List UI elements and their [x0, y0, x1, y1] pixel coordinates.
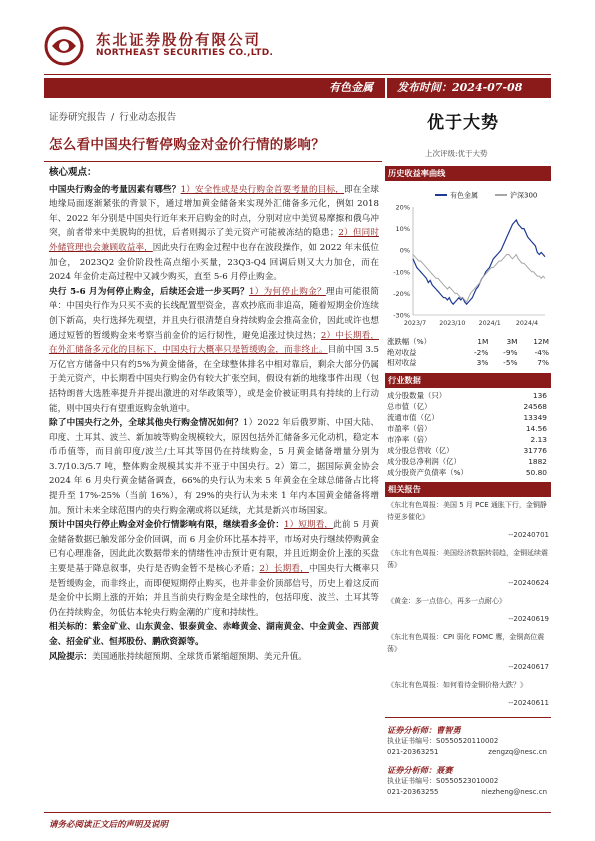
text: 此前 5 月黄金储备数据已触发部分金价回调，而 6 月金价环比基本持平，市场对央行继续停购黄金已有心理准备，因此此次数据带来的情绪性冲击预计更有限，并且近期金价上涨的买盘主要是基于降息叙事，央行是否购金暂不是核心矛盾；: [49, 520, 380, 575]
highlight: 1）短期看，: [284, 520, 334, 531]
analyst: [387, 764, 551, 798]
performance-cell: 相对收益: [387, 358, 417, 367]
analyst-name: 证券分析师：曹智勇: [387, 724, 461, 735]
analyst-cert: [387, 776, 551, 787]
performance-header-cell: 涨跌幅（%）: [387, 337, 431, 346]
related-report-date: --20240617: [508, 662, 549, 671]
related-report-item[interactable]: [387, 547, 549, 589]
industry-data-label: 市盈率（倍）: [387, 423, 432, 433]
analyst-name: 证券分析师：聂赛: [387, 764, 453, 775]
performance-header-cell: 12M: [533, 337, 549, 346]
rating: 优于大势: [427, 113, 499, 133]
related-report-item[interactable]: [387, 499, 549, 541]
breadcrumb-item: 行业动态报告: [119, 112, 177, 123]
industry-data-row: [385, 434, 551, 445]
text: 理由可能很简单：中国央行作为只买不卖的长线配置型资金，喜欢抄底而非追高，随着短期金价连续创下新高，央行选择先观望，并且央行很清楚自身持续购金会推高金价，因此或许也想通过短暂的暂缓购金来考察当前金价的运行韧性，避免追涨过快过热；: [49, 286, 379, 341]
y-tick-label: -30%: [393, 311, 410, 320]
industry-data-header: 行业数据: [385, 373, 551, 388]
y-tick-label: 0%: [399, 246, 410, 255]
industry-data-value: 24568: [523, 401, 547, 411]
industry-data-value: 13349: [523, 412, 547, 422]
core-label: 核心观点：: [49, 167, 97, 178]
performance-header-cell: 3M: [506, 337, 518, 346]
title-divider: [44, 161, 382, 162]
industry-data-row: [385, 445, 551, 456]
related-report-title: 《东北有色周报：如何看待金铜价格大跌？》: [387, 680, 527, 689]
related-stocks-text: 相关标的：紫金矿业、山东黄金、银泰黄金、赤峰黄金、湖南黄金、中金黄金、西部黄金、招金矿业、恒邦股份、鹏欣资源等。: [49, 622, 379, 647]
industry-data-value: 2.13: [530, 434, 547, 444]
analyst: [387, 724, 551, 758]
company-name-en: NORTHEAST SECURITIES CO.,LTD.: [96, 48, 274, 58]
related-report-title: 《东北有色周报：美国经济数据转弱趋，金铜延续震荡》: [387, 548, 548, 569]
performance-chart: [385, 183, 551, 335]
industry-data-label: 成分股资产负债率（%）: [387, 467, 468, 477]
industry-data-row: [385, 390, 551, 401]
related-stocks: [49, 620, 379, 649]
text: 即在全球地缘局面逐渐紧张的背景下，通过增加黄金储备来实现外汇储备多元化，例如 2018 年、2022 年分别是中国央行近年来开启购金的时点，分别对应中美贸易摩擦和俄乌冲突，前者带来中美脱钩的担忧，后者则揭示了美元资产可能被冻结的隐患；: [49, 184, 379, 239]
highlight: 2）长期看，: [259, 564, 309, 575]
industry-data-value: 136: [532, 390, 547, 400]
publish-date: 发布时间：2024-07-08: [387, 78, 551, 98]
paragraph-3: [49, 416, 379, 518]
highlight: 1）为何停止购金？: [249, 286, 326, 297]
sector-band: 有色金属: [44, 78, 385, 98]
chart-header: 历史收益率曲线: [385, 166, 551, 181]
risk-warning: [49, 650, 379, 665]
text: 中国央行大概率只是暂缓购金，而非终止，而即便短期停止购买，也并非金价顶部信号，历史上着这反而是金价中长期上涨的开始；并且当前央行购金是全球性的，包括印度、波兰、土耳其等仍在持续购金，勿低估本轮央行购金潮的广度和持续性。: [49, 564, 379, 618]
analyst-cert-text: 执业证书编号：S0550523010002: [387, 776, 499, 785]
risk-label: 风险提示：: [49, 651, 92, 662]
industry-data-value: 1882: [528, 456, 547, 466]
header-rule: [44, 74, 551, 75]
text: 目前中国 3.5 万亿官方储备中只有约5%为黄金储备，在全球整体排名中相对靠后，剩余大部分仍属于美元资产，中长期看中国央行购金仍有较大扩张空间，假设有新的地缘事件出现（包括特朗普大选胜率提升并提出激进的对华政策等），或是金价被证明具有持续的上行动能，则中国央行有望重返购金轨道中。: [49, 345, 379, 414]
series-line-nonferrous: [413, 220, 545, 304]
industry-data-row: [385, 467, 551, 478]
related-report-date: --20240619: [508, 614, 549, 623]
y-tick-label: 20%: [395, 203, 410, 212]
text: 1）2022 年后俄罗斯、中国大陆、印度、土耳其、波兰、新加坡等购金规模较大，原因包括外汇储备多元化动机，稳定本币币值等，而目前印度/波兰/土耳其等国仍在持续购金，5 月黄金储备增量分别为 3.7/10.3/5.7 吨，整体购金规模其实并不亚于中国央行。2）第二，据国际黄金协会 2024 年 6 月央行黄金储备调查，66%的央行认为未来 5 年黄金在全球总储备占比将提升至 17%-25%（当前 16%），有 29%的央行认为未来 1 年内本国黄金储备将增加。预计未来全球范围内的央行购金潮或将以延续，尤其是新兴市场国家。: [49, 418, 379, 516]
industry-data-value: 14.56: [525, 423, 547, 433]
analyst-phone: 021-20363255: [387, 787, 439, 796]
series-line-hs300: [413, 255, 545, 303]
performance-header-row: [385, 337, 551, 348]
legend-label: 有色金属: [450, 191, 478, 200]
related-report-item[interactable]: [387, 631, 549, 673]
performance-row: [385, 358, 551, 369]
highlight: 2）但同时外储管理也会兼顾收益率，: [49, 228, 379, 253]
industry-data-value: 31776: [523, 445, 547, 455]
highlight: 2）中长期看，在外汇储备多元化的目标下，中国央行大概率只是暂缓购金，而非终止。: [49, 330, 379, 356]
related-reports-header: 相关报告: [385, 482, 551, 497]
text: 因此央行在购金过程中也存在波段操作，如 2022 年末低位加仓， 2023Q2 金价阶段性高点缩小买量，23Q3-Q4 回调后则又大力加仓，而在 2024 年金价走高过程中又减少购买，直至 5-6 月停止购金。: [49, 242, 379, 283]
industry-data-label: 市净率（倍）: [387, 434, 432, 444]
breadcrumb-separator: /: [111, 112, 115, 123]
related-report-title: 《黄金：多一点信心，再多一点耐心》: [387, 596, 506, 605]
industry-data-label: 成分股数量（只）: [387, 390, 447, 400]
previous-rating: 上次评级:优于大势: [425, 149, 488, 158]
report-title: 怎么看中国央行暂停购金对金价行情的影响？: [49, 137, 325, 153]
paragraph-1: [49, 183, 379, 285]
x-tick-label: 2023/10: [439, 320, 466, 327]
risk-text: 美国通胀持续超预期、全球货币紧缩超预期、美元升值。: [91, 651, 307, 662]
analyst-phone: 021-20363251: [387, 747, 439, 756]
industry-data-label: 流通市值（亿）: [387, 412, 439, 422]
performance-header-cell: 1M: [477, 337, 489, 346]
x-tick-label: 2024/4: [515, 320, 539, 327]
y-tick-label: -20%: [393, 289, 410, 298]
paragraph-4: [49, 518, 379, 620]
performance-row: [385, 348, 551, 359]
main-body: [49, 166, 379, 664]
performance-cell: 3%: [476, 358, 489, 367]
company-logo: [44, 26, 84, 66]
analyst-email[interactable]: niezheng@nesc.cn: [481, 787, 547, 796]
related-report-item[interactable]: [387, 679, 549, 709]
performance-cell: -4%: [534, 347, 549, 357]
disclaimer-footer: 请务必阅读正文后的声明及说明: [49, 820, 169, 830]
related-reports-list: [385, 499, 551, 709]
paragraph-2: [49, 285, 379, 416]
breadcrumb-item: 证券研究报告: [49, 112, 107, 123]
industry-data-value: 50.80: [525, 467, 547, 477]
industry-data-label: 总市值（亿）: [387, 401, 432, 411]
legend-label: 沪深300: [510, 191, 538, 200]
breadcrumb: [49, 109, 181, 123]
industry-data-row: [385, 401, 551, 412]
x-tick-label: 2023/7: [403, 320, 427, 327]
industry-data-label: 成分股总净利润（亿）: [387, 456, 461, 466]
footer-rule: [44, 812, 551, 813]
highlight: 1）安全性或是央行购金首要考量的目标，: [180, 184, 345, 195]
performance-cell: -9%: [503, 347, 518, 357]
analyst-contact: [387, 747, 551, 758]
performance-table: [385, 337, 551, 369]
y-tick-label: 10%: [395, 225, 410, 234]
question-4: 预计中国央行停止购金对金价行情影响有限，继续看多金价：: [49, 520, 285, 531]
question-1: 中国央行购金的考量因素有哪些？: [49, 184, 181, 195]
industry-data-label: 成分股总营收（亿）: [387, 445, 454, 455]
related-report-date: --20240701: [508, 530, 549, 539]
industry-data-row: [385, 456, 551, 467]
related-report-title: 《东北有色周报：CPI 弱化 FOMC 鹰，金铜高位震荡》: [387, 632, 545, 653]
industry-data-row: [385, 423, 551, 434]
sidebar: [385, 166, 551, 798]
analyst-block: [385, 717, 551, 798]
question-3: 除了中国央行之外，全球其他央行购金情况如何？: [49, 418, 243, 429]
analyst-email[interactable]: zengzq@nesc.cn: [488, 747, 547, 756]
performance-cell: -2%: [473, 347, 489, 357]
y-tick-label: -10%: [393, 268, 410, 277]
related-report-date: --20240624: [508, 578, 549, 587]
related-report-title: 《东北有色周报：美国 5 月 PCE 通胀下行，金铜静待更多催化》: [387, 500, 547, 521]
analyst-cert-text: 执业证书编号：S0550520110002: [387, 736, 499, 745]
analyst-cert: [387, 736, 551, 747]
x-tick-label: 2024/1: [478, 320, 501, 327]
analyst-contact: [387, 787, 551, 798]
industry-data-row: [385, 412, 551, 423]
related-report-item[interactable]: [387, 595, 549, 625]
company-name-cn: 东北证券股份有限公司: [96, 33, 261, 49]
industry-data-list: [385, 390, 551, 478]
performance-cell: -5%: [503, 358, 518, 367]
performance-cell: 7%: [537, 358, 549, 367]
related-report-date: --20240611: [508, 698, 549, 707]
performance-cell: 绝对收益: [387, 347, 417, 357]
question-2: 央行 5-6 月为何停止购金，后续还会进一步买吗？: [49, 286, 249, 297]
